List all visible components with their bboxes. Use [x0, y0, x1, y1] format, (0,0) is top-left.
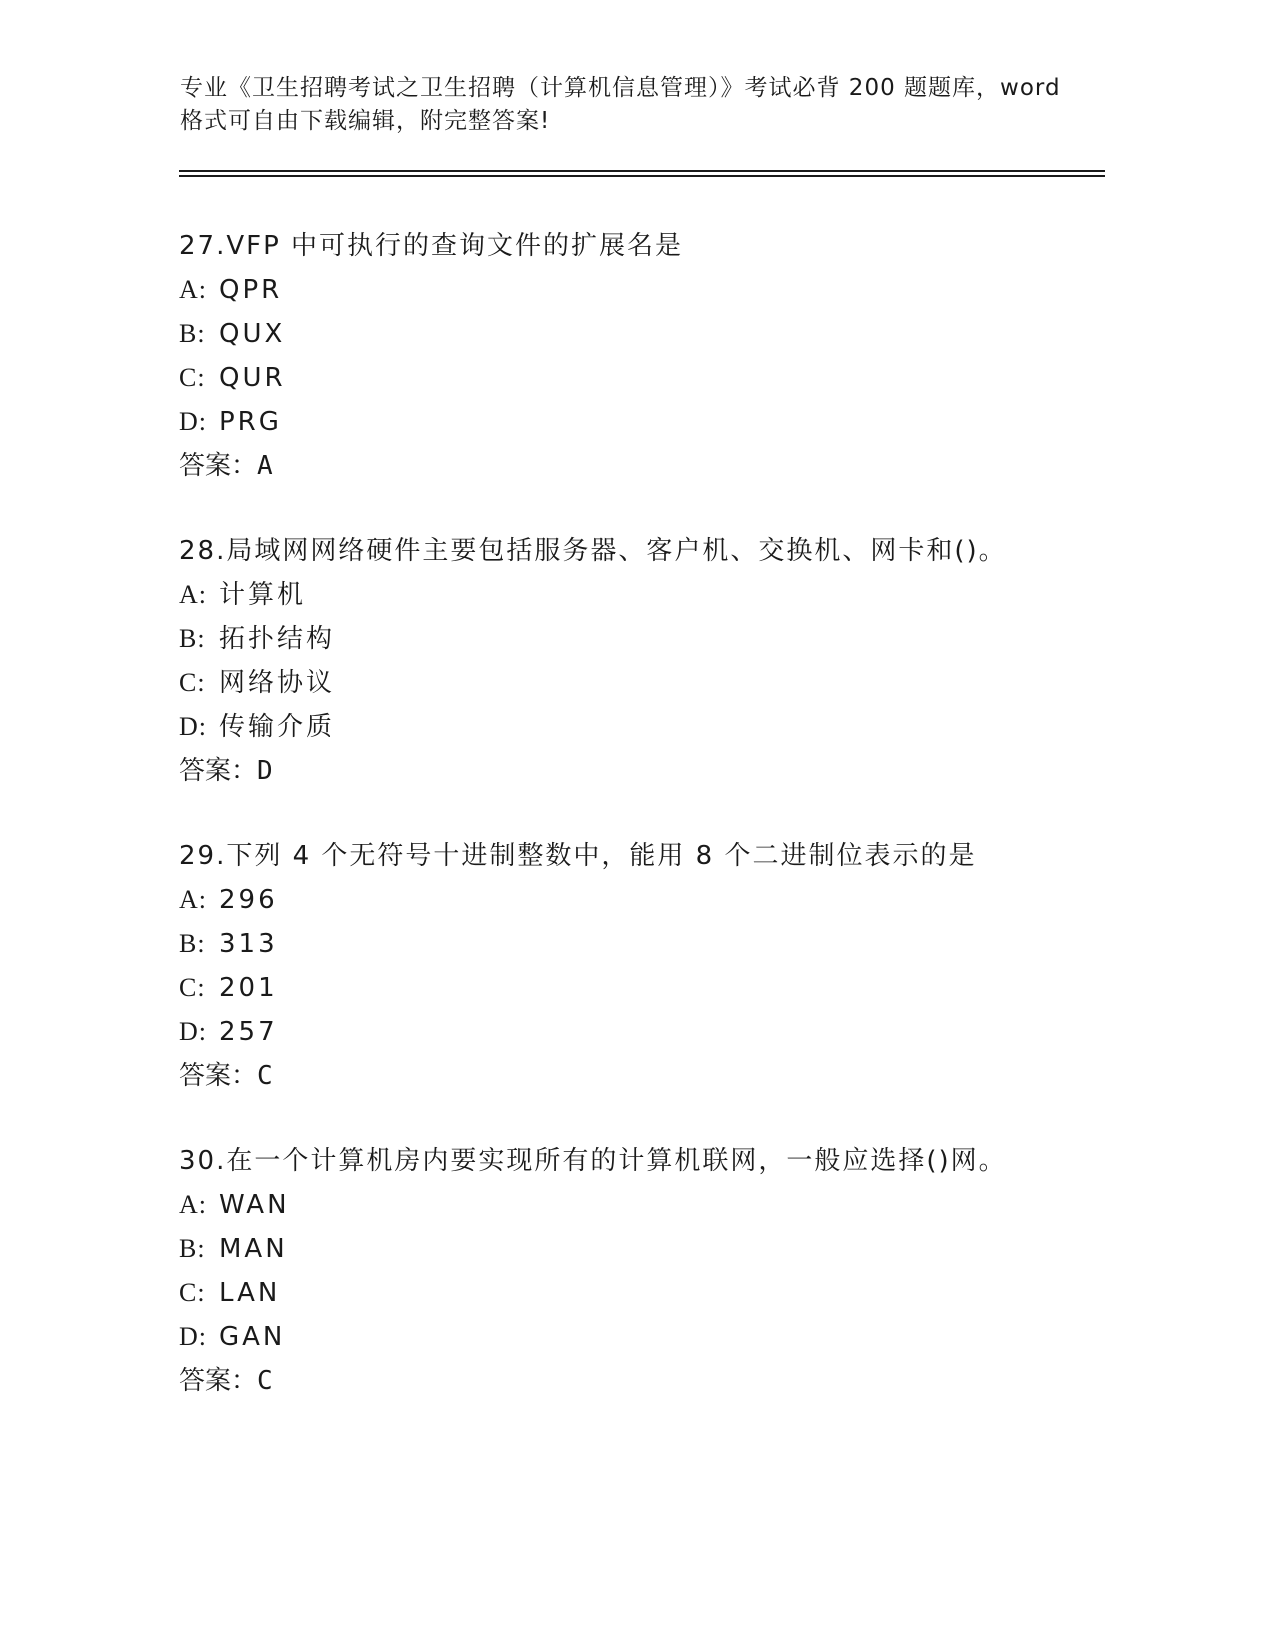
option-text: 296 — [219, 885, 278, 915]
option-text: 313 — [219, 929, 278, 959]
option-a — [179, 573, 1139, 617]
option-text: WAN — [219, 1190, 290, 1220]
option-text: 拓扑结构 — [219, 624, 336, 654]
option-text: 网络协议 — [219, 668, 336, 698]
option-a — [179, 1183, 1139, 1227]
option-c — [179, 1271, 1139, 1315]
option-b — [179, 617, 1139, 661]
header-line-1: 专业《卫生招聘考试之卫生招聘（计算机信息管理）》考试必背 200 题题库，word — [180, 75, 1061, 101]
option-a — [179, 268, 1139, 312]
answer-label: 答案： — [179, 756, 258, 786]
option-text: LAN — [219, 1278, 281, 1308]
option-letter: D: — [179, 712, 207, 741]
question-27 — [179, 224, 1139, 488]
option-letter: A: — [179, 1190, 207, 1219]
document-header — [180, 72, 1080, 138]
option-d — [179, 1315, 1139, 1359]
option-text: QUX — [219, 319, 286, 349]
answer-line — [179, 1054, 1139, 1098]
question-29 — [179, 834, 1139, 1098]
question-28 — [179, 529, 1139, 793]
option-text: 201 — [219, 973, 278, 1003]
answer-label: 答案： — [179, 1366, 258, 1396]
option-text: QUR — [219, 363, 286, 393]
option-text: 传输介质 — [219, 712, 336, 742]
option-letter: B: — [179, 1234, 206, 1263]
option-b — [179, 312, 1139, 356]
header-line-2: 格式可自由下载编辑，附完整答案! — [180, 108, 551, 134]
question-stem: 29.下列 4 个无符号十进制整数中，能用 8 个二进制位表示的是 — [179, 841, 977, 871]
option-letter: D: — [179, 1322, 207, 1351]
answer-line — [179, 1359, 1139, 1403]
option-letter: A: — [179, 580, 207, 609]
header-divider-bottom — [179, 175, 1105, 177]
answer-line — [179, 749, 1139, 793]
option-text: PRG — [219, 407, 282, 437]
option-text: GAN — [219, 1322, 286, 1352]
option-letter: C: — [179, 1278, 206, 1307]
option-letter: B: — [179, 319, 206, 348]
option-letter: B: — [179, 929, 206, 958]
option-text: MAN — [219, 1234, 288, 1264]
option-d — [179, 400, 1139, 444]
option-c — [179, 356, 1139, 400]
option-b — [179, 1227, 1139, 1271]
answer-value: A — [257, 451, 273, 481]
option-c — [179, 966, 1139, 1010]
answer-label: 答案： — [179, 1061, 258, 1091]
answer-value: C — [257, 1366, 273, 1396]
option-letter: B: — [179, 624, 206, 653]
option-letter: D: — [179, 1017, 207, 1046]
option-letter: C: — [179, 363, 206, 392]
option-letter: C: — [179, 973, 206, 1002]
answer-line — [179, 444, 1139, 488]
option-b — [179, 922, 1139, 966]
option-letter: A: — [179, 275, 207, 304]
question-stem: 30.在一个计算机房内要实现所有的计算机联网，一般应选择()网。 — [179, 1146, 1007, 1176]
option-d — [179, 1010, 1139, 1054]
question-stem: 27.VFP 中可执行的查询文件的扩展名是 — [179, 231, 684, 261]
header-divider-top — [179, 170, 1105, 172]
option-a — [179, 878, 1139, 922]
option-text: QPR — [219, 275, 283, 305]
option-d — [179, 705, 1139, 749]
question-30 — [179, 1139, 1139, 1403]
option-letter: C: — [179, 668, 206, 697]
option-c — [179, 661, 1139, 705]
option-letter: A: — [179, 885, 207, 914]
answer-label: 答案： — [179, 451, 258, 481]
option-letter: D: — [179, 407, 207, 436]
answer-value: D — [257, 756, 273, 786]
option-text: 计算机 — [219, 580, 307, 610]
answer-value: C — [257, 1061, 273, 1091]
question-stem: 28.局域网网络硬件主要包括服务器、客户机、交换机、网卡和()。 — [179, 536, 1007, 566]
option-text: 257 — [219, 1017, 278, 1047]
